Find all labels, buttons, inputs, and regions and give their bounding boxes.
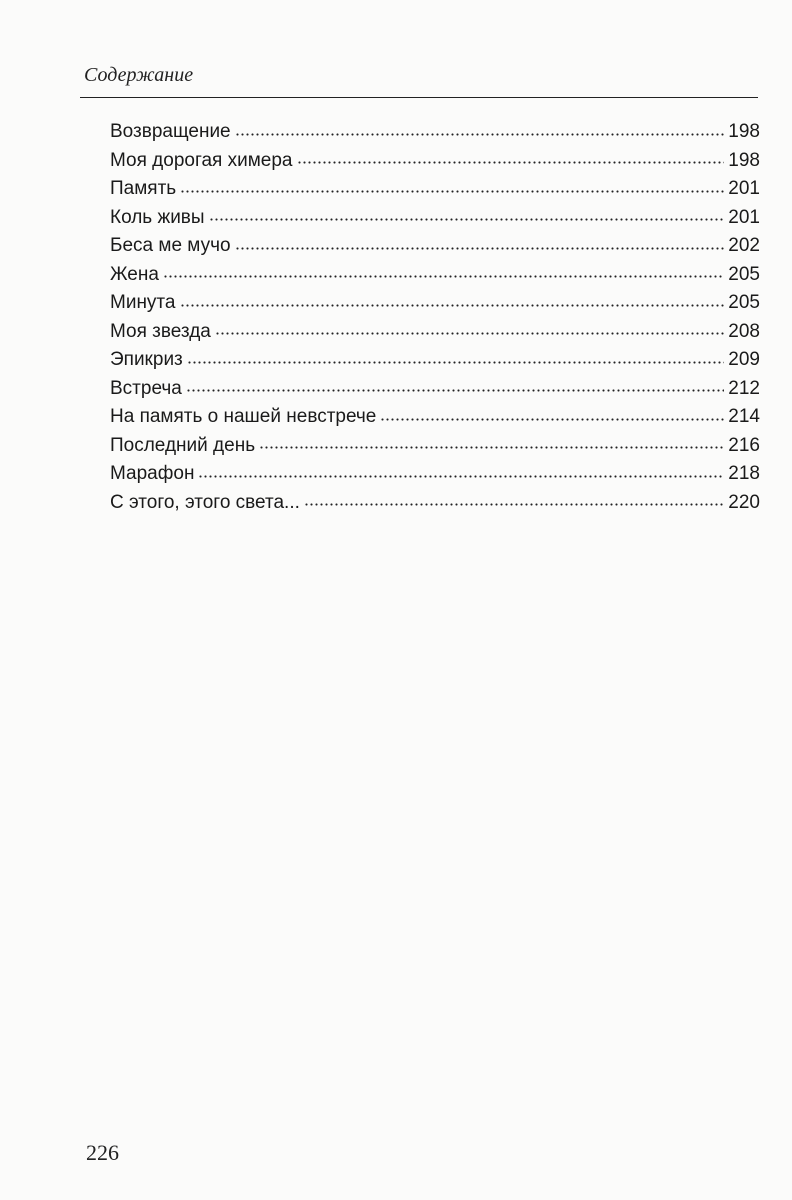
toc-entry-title: Минута	[110, 292, 176, 313]
toc-entry-title: На память о нашей невстрече	[110, 406, 377, 427]
toc-entry	[110, 375, 760, 404]
dot-leader	[163, 263, 724, 282]
toc-entry	[110, 289, 760, 318]
toc-entry	[110, 460, 760, 489]
toc-entry-page: 208	[728, 320, 760, 342]
toc-entry-page: 198	[728, 149, 760, 171]
toc-entry	[110, 318, 760, 347]
dot-leader	[297, 149, 725, 168]
header-rule	[80, 97, 758, 98]
dot-leader	[187, 348, 725, 367]
dot-leader	[180, 177, 724, 196]
toc-entry-title: Коль живы	[110, 206, 205, 228]
dot-leader	[259, 434, 724, 453]
toc-entry-title: Эпикриз	[110, 349, 183, 370]
toc-entry	[110, 489, 760, 518]
toc-entry	[110, 403, 760, 432]
dot-leader	[304, 491, 724, 510]
toc-entry-page: 220	[728, 491, 760, 513]
toc-entry-page: 218	[728, 463, 760, 484]
toc-entry-page: 201	[728, 206, 760, 228]
dot-leader	[198, 462, 724, 481]
toc-entry	[110, 175, 760, 204]
dot-leader	[235, 234, 725, 253]
toc-entry-title: Моя дорогая химера	[110, 149, 293, 171]
toc-entry	[110, 432, 760, 461]
dot-leader	[186, 377, 724, 396]
running-head: Содержание	[84, 64, 194, 86]
toc-entry-page: 214	[728, 406, 760, 427]
toc-entry	[110, 232, 760, 261]
toc-entry-page: 205	[728, 292, 760, 313]
toc-entry-page: 202	[728, 235, 760, 256]
toc-entry-title: Жена	[110, 263, 159, 285]
toc-entry-page: 216	[728, 434, 760, 456]
dot-leader	[380, 405, 724, 424]
toc-entry	[110, 118, 760, 147]
toc-entry	[110, 346, 760, 375]
toc-entry	[110, 261, 760, 290]
dot-leader	[235, 120, 725, 139]
toc-entry-page: 205	[728, 263, 760, 285]
toc-entry-title: С этого, этого света...	[110, 491, 300, 513]
toc-entry-title: Память	[110, 178, 177, 199]
toc-entry-page: 212	[728, 377, 760, 399]
dot-leader	[215, 320, 724, 339]
toc-entry-title: Марафон	[110, 463, 195, 484]
toc-entry	[110, 204, 760, 233]
toc-entry-title: Встреча	[110, 377, 182, 399]
toc-entry	[110, 147, 760, 176]
toc-entry-page: 198	[728, 121, 760, 142]
table-of-contents	[110, 118, 760, 517]
toc-entry-title: Моя звезда	[110, 320, 211, 342]
toc-entry-page: 201	[728, 178, 760, 199]
dot-leader	[180, 291, 725, 310]
toc-entry-page: 209	[728, 349, 760, 370]
toc-entry-title: Последний день	[110, 434, 256, 456]
page-number: 226	[86, 1140, 119, 1165]
toc-entry-title: Возвращение	[110, 121, 231, 142]
toc-entry-title: Беса ме мучо	[110, 235, 231, 256]
dot-leader	[209, 206, 725, 225]
